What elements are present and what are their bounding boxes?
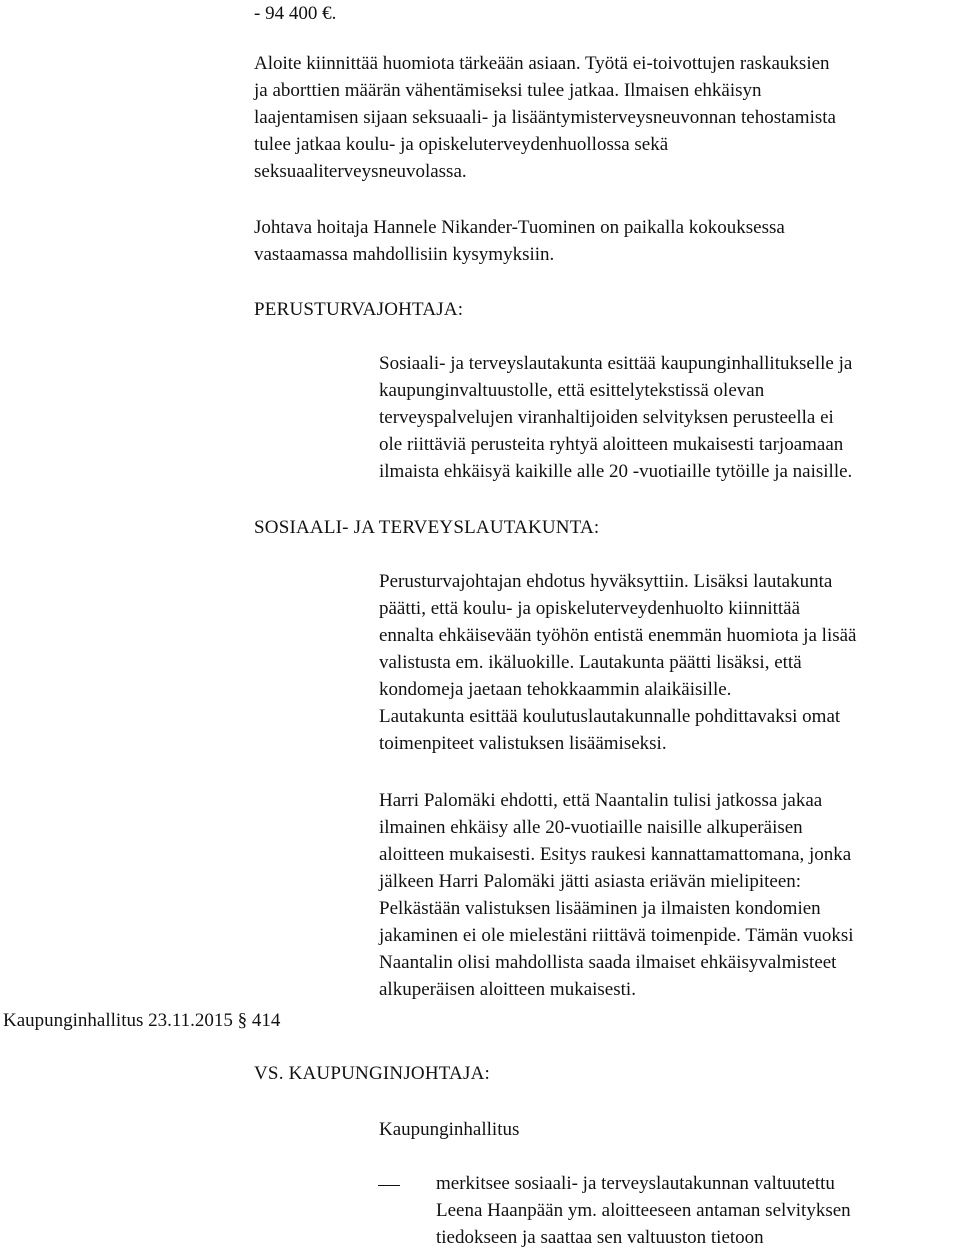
perusturvajohtaja-proposal (379, 350, 852, 485)
text-line: jakaminen ei ole mielestäni riittävä toimenpide. Tämän vuoksi (379, 925, 854, 946)
text-line: merkitsee sosiaali- ja terveyslautakunnan valtuutettu (436, 1173, 835, 1194)
amount-text: - 94 400 €. (254, 3, 337, 24)
text-line: tiedokseen ja saattaa sen valtuuston tietoon (436, 1227, 764, 1248)
attendance-paragraph (254, 214, 785, 268)
lautakunta-decision (379, 568, 856, 757)
text-line: terveyspalvelujen viranhaltijoiden selvityksen perusteella ei (379, 407, 834, 428)
margin-reference: Kaupunginhallitus 23.11.2015 § 414 (3, 1010, 281, 1031)
intro-paragraph (254, 50, 836, 185)
text-line: Johtava hoitaja Hannele Nikander-Tuominen on paikalla kokouksessa (254, 217, 785, 238)
text-line: päätti, että koulu- ja opiskeluterveydenhuolto kiinnittää (379, 598, 801, 619)
text-line: Aloite kiinnittää huomiota tärkeään asiaan. Työtä ei-toivottujen raskauksien (254, 53, 830, 74)
text-line: ennalta ehkäisevään työhön entistä enemmän huomiota ja lisää (379, 625, 857, 646)
text-line: laajentamisen sijaan seksuaali- ja lisääntymisterveysneuvonnan tehostamista (254, 107, 836, 128)
text-line: valistusta em. ikäluokille. Lautakunta päätti lisäksi, että (379, 652, 802, 673)
text-line: ja aborttien määrän vähentämiseksi tulee jatkaa. Ilmaisen ehkäisyn (254, 80, 762, 101)
text-line: vastaamassa mahdollisiin kysymyksiin. (254, 244, 555, 265)
text-line: Harri Palomäki ehdotti, että Naantalin tulisi jatkossa jakaa (379, 790, 823, 811)
text-line: Perusturvajohtajan ehdotus hyväksyttiin. Lisäksi lautakunta (379, 571, 833, 592)
text-line: Naantalin olisi mahdollista saada ilmaiset ehkäisyvalmisteet (379, 952, 837, 973)
text-line: Lautakunta esittää koulutuslautakunnalle pohdittavaksi omat (379, 706, 841, 727)
text-line: kaupunginvaltuustolle, että esittelytekstissä olevan (379, 380, 765, 401)
bullet-text (436, 1170, 851, 1251)
text-line: alkuperäisen aloitteen mukaisesti. (379, 979, 636, 1000)
top-fragment (254, 0, 336, 27)
kaupunginjohtaja-heading: VS. KAUPUNGINJOHTAJA: (254, 1063, 490, 1084)
lautakunta-dissent (379, 787, 854, 1003)
text-line: jälkeen Harri Palomäki jätti asiasta eriävän mielipiteen: (379, 871, 802, 892)
text-line: tulee jatkaa koulu- ja opiskeluterveydenhuollossa sekä (254, 134, 669, 155)
text-line: ilmainen ehkäisy alle 20-vuotiaille naisille alkuperäisen (379, 817, 803, 838)
text-line: seksuaaliterveysneuvolassa. (254, 161, 467, 182)
dash-bullet-icon (378, 1185, 400, 1186)
text-line: Leena Haanpään ym. aloitteeseen antaman selvityksen (436, 1200, 851, 1221)
text-line: Pelkästään valistuksen lisääminen ja ilmaisten kondomien (379, 898, 821, 919)
text-line: aloitteen mukaisesti. Esitys raukesi kannattamattomana, jonka (379, 844, 852, 865)
body-label: Kaupunginhallitus (379, 1119, 520, 1140)
text-line: kondomeja jaetaan tehokkaammin alaikäisille. (379, 679, 732, 700)
text-line: Sosiaali- ja terveyslautakunta esittää kaupunginhallitukselle ja (379, 353, 853, 374)
text-line: ilmaista ehkäisyä kaikille alle 20 -vuotiaille tytöille ja naisille. (379, 461, 853, 482)
lautakunta-heading: SOSIAALI- JA TERVEYSLAUTAKUNTA: (254, 517, 600, 538)
perusturvajohtaja-heading: PERUSTURVAJOHTAJA: (254, 299, 464, 320)
text-line: ole riittäviä perusteita ryhtyä aloitteen mukaisesti tarjoamaan (379, 434, 844, 455)
text-line: toimenpiteet valistuksen lisäämiseksi. (379, 733, 667, 754)
